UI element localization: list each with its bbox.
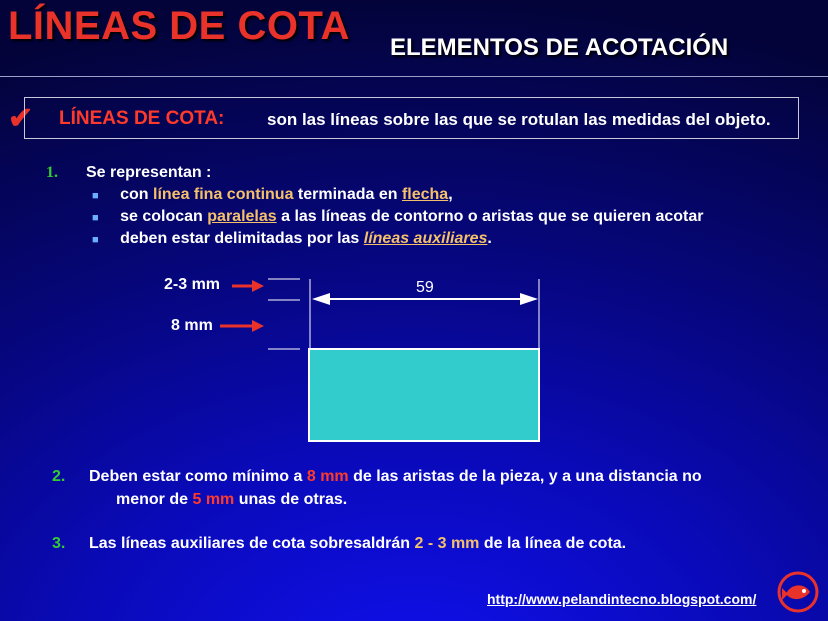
blog-link[interactable]: http://www.pelandintecno.blogspot.com/ <box>487 591 757 607</box>
list2-line2 <box>116 491 347 509</box>
bullet-square-icon: ■ <box>92 212 99 224</box>
definition-text: son las líneas sobre las que se rotulan las medidas del objeto. <box>267 110 771 129</box>
text-span: con <box>120 186 153 203</box>
text-span: de las aristas de la pieza, y a una distancia no <box>348 468 702 485</box>
text-span: unas de otras. <box>234 491 348 508</box>
list2-line1 <box>89 468 702 486</box>
highlight-span: línea fina continua <box>153 186 294 203</box>
definition-term: LÍNEAS DE COTA: <box>59 108 225 129</box>
arrow-right-icon <box>220 320 264 332</box>
fish-logo-icon <box>776 570 820 614</box>
list2-number: 2. <box>52 468 66 485</box>
text-span: deben estar delimitadas por las <box>120 230 364 247</box>
list2-item <box>52 468 65 486</box>
list1-number: 1. <box>46 164 58 181</box>
highlight-span: paralelas <box>207 208 277 225</box>
text-span: se colocan <box>120 208 208 225</box>
list3-line <box>89 535 626 553</box>
list3-number: 3. <box>52 535 66 552</box>
highlight-span: flecha <box>401 186 449 203</box>
check-icon: ✔ <box>8 102 34 135</box>
bullet-square-icon: ■ <box>92 234 99 246</box>
text-span: , <box>448 186 453 203</box>
text-span: de la línea de cota. <box>479 535 627 552</box>
text-span: terminada en <box>293 186 402 203</box>
highlight-span: 8 mm <box>306 468 349 485</box>
diagram-label-top: 2-3 mm <box>164 276 221 293</box>
highlight-span: líneas auxiliares <box>363 230 488 247</box>
text-span: . <box>487 230 492 247</box>
highlight-span: 2 - 3 mm <box>414 535 480 552</box>
dimension-value: 59 <box>416 279 434 296</box>
text-span: a las líneas de contorno o aristas que se quieren acotar <box>276 208 704 225</box>
main-title: LÍNEAS DE COTA <box>8 4 350 48</box>
list3-item <box>52 535 65 553</box>
bullet-square-icon: ■ <box>92 190 99 202</box>
sub-title: ELEMENTOS DE ACOTACIÓN <box>390 34 729 61</box>
arrow-right-icon <box>232 280 264 292</box>
text-span: Las líneas auxiliares de cota sobresaldrán <box>89 535 415 552</box>
text-span: menor de <box>116 491 193 508</box>
piece-rectangle <box>309 349 539 441</box>
text-span: Deben estar como mínimo a <box>89 468 307 485</box>
highlight-span: 5 mm <box>192 491 235 508</box>
list1-intro: Se representan : <box>86 164 212 181</box>
dimension-line <box>312 293 538 305</box>
diagram-label-mid: 8 mm <box>171 317 213 334</box>
